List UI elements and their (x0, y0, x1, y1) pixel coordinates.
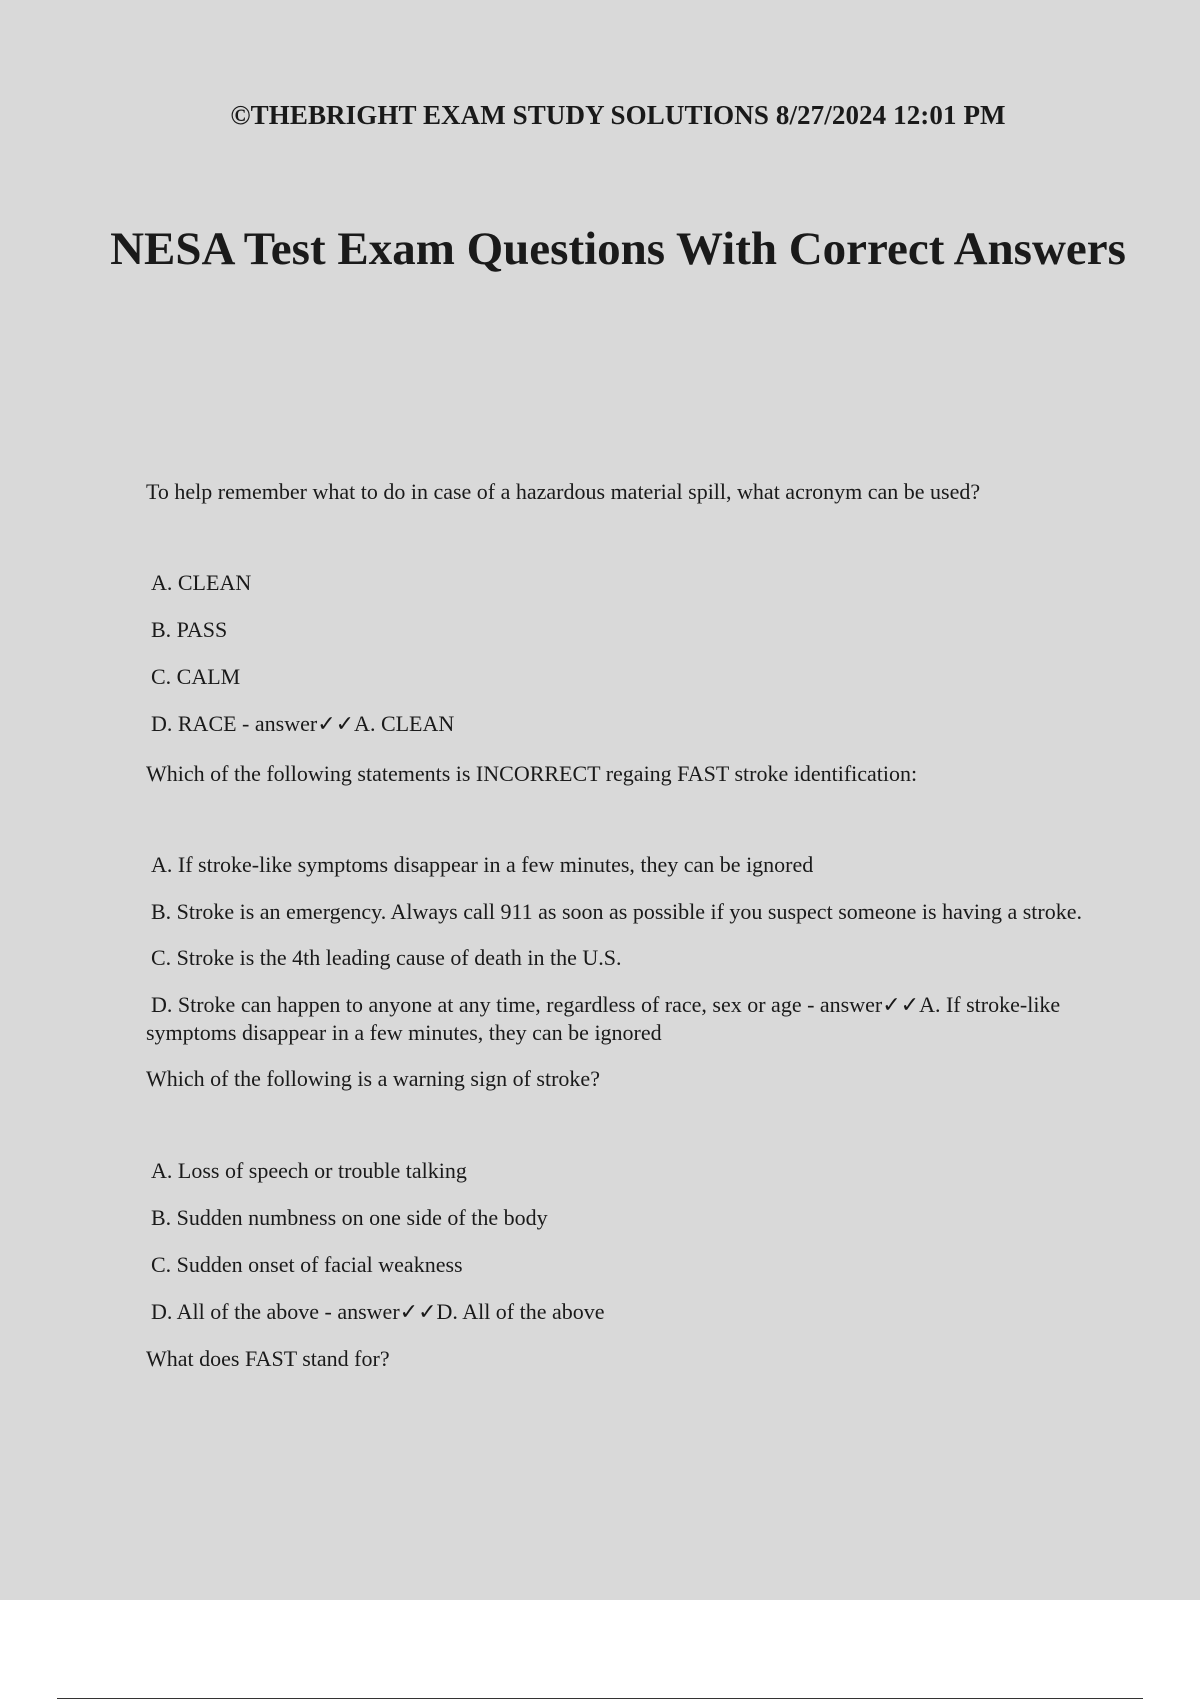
copyright-header: ©THEBRIGHT EXAM STUDY SOLUTIONS 8/27/2024 12:01 PM (230, 100, 1006, 130)
option-b: B. Stroke is an emergency. Always call 911 as soon as possible if you suspect someone is having a stroke. (151, 899, 1082, 924)
option-a: A. If stroke-like symptoms disappear in a few minutes, they can be ignored (151, 852, 814, 877)
question-block (146, 478, 1086, 738)
option-a: A. Loss of speech or trouble talking (151, 1158, 467, 1183)
options-list (146, 851, 1086, 1047)
option-b: B. Sudden numbness on one side of the body (151, 1205, 548, 1230)
option-c: C. Sudden onset of facial weakness (151, 1252, 463, 1277)
option-c: C. Stroke is the 4th leading cause of death in the U.S. (151, 945, 622, 970)
page-divider (57, 1698, 1143, 1699)
question-block (146, 760, 1086, 1047)
options-list (146, 1157, 1086, 1326)
options-list (146, 569, 1086, 738)
questions-list (146, 478, 1086, 1373)
option-b: B. PASS (151, 617, 228, 642)
option-c: C. CALM (151, 664, 241, 689)
question-text: To help remember what to do in case of a hazardous material spill, what acronym can be used? (146, 479, 981, 504)
option-a: A. CLEAN (151, 570, 252, 595)
option-d-answer: D. Stroke can happen to anyone at any time, regardless of race, sex or age - answer✓✓A. If stroke-like symptoms disappear in a few minutes, they can be ignored (146, 992, 1061, 1045)
document-title: NESA Test Exam Questions With Correct Answers (110, 223, 1126, 275)
question-text: Which of the following statements is INCORRECT regaing FAST stroke identification: (146, 761, 918, 786)
question-text: Which of the following is a warning sign of stroke? (146, 1066, 600, 1091)
question-text: What does FAST stand for? (146, 1346, 390, 1371)
question-block (146, 1065, 1086, 1326)
question-block (146, 1345, 1086, 1373)
option-d-answer: D. All of the above - answer✓✓D. All of the above (151, 1299, 605, 1324)
option-d-answer: D. RACE - answer✓✓A. CLEAN (151, 711, 455, 736)
